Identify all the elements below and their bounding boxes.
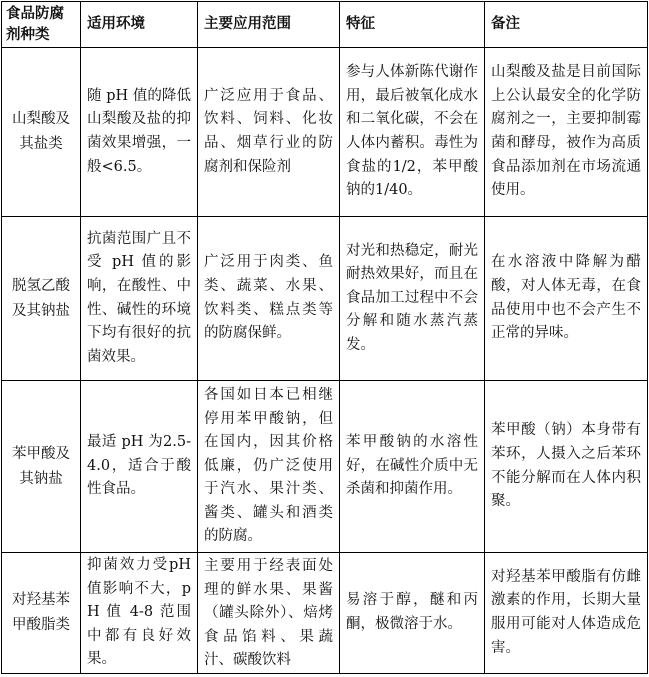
cell-scope: 广泛用于肉类、鱼类、蔬菜、水果、饮料类、糕点类等的防腐保鲜。 xyxy=(198,217,340,381)
table-row xyxy=(2,48,648,217)
cell-note: 苯甲酸（钠）本身带有苯环，人摄入之后苯环不能分解而在人体内积聚。 xyxy=(485,381,648,553)
preservatives-table xyxy=(1,1,648,674)
cell-name: 脱氢乙酸及其钠盐 xyxy=(2,217,81,381)
cell-feature: 对光和热稳定，耐光耐热效果好，而且在食品加工过程中不会分解和随水蒸汽蒸发。 xyxy=(340,217,485,381)
cell-name: 苯甲酸及其钠盐 xyxy=(2,381,81,553)
cell-note: 山梨酸及盐是目前国际上公认最安全的化学防腐剂之一，主要抑制霉菌和酵母，被作为高质食品添加剂在市场流通使用。 xyxy=(485,48,648,217)
cell-note: 在水溶液中降解为醋酸，对人体无毒，在食品使用中也不会产生不正常的异味。 xyxy=(485,217,648,381)
header-note: 备注 xyxy=(485,2,648,48)
cell-scope: 各国如日本已相继停用苯甲酸钠，但在国内，因其价格低廉，仍广泛使用于汽水、果汁类、酱类、罐头和酒类的防腐。 xyxy=(198,381,340,553)
table-header-row xyxy=(2,2,648,48)
table-row xyxy=(2,381,648,553)
table-row xyxy=(2,553,648,674)
header-type: 食品防腐剂种类 xyxy=(2,2,81,48)
cell-env: 抗菌范围广且不受 pH 值的影响，在酸性、中性、碱性的环境下均有很好的抗菌效果。 xyxy=(81,217,198,381)
header-scope: 主要应用范围 xyxy=(198,2,340,48)
header-env: 适用环境 xyxy=(81,2,198,48)
cell-scope: 主要用于经表面处理的鲜水果、果酱（罐头除外）、焙烤食品馅料、果蔬汁、碳酸饮料 xyxy=(198,553,340,674)
table-row xyxy=(2,217,648,381)
cell-feature: 苯甲酸钠的水溶性好，在碱性介质中无杀菌和抑菌作用。 xyxy=(340,381,485,553)
cell-scope: 广泛应用于食品、饮料、饲料、化妆品、烟草行业的防腐剂和保险剂 xyxy=(198,48,340,217)
cell-env: 随 pH 值的降低山梨酸及盐的抑菌效果增强，一般<6.5。 xyxy=(81,48,198,217)
cell-feature: 参与人体新陈代谢作用，最后被氧化成水和二氧化碳，不会在人体内蓄积。毒性为食盐的1/2，苯甲酸钠的1/40。 xyxy=(340,48,485,217)
header-feature: 特征 xyxy=(340,2,485,48)
cell-feature: 易溶于醇，醚和丙酮，极微溶于水。 xyxy=(340,553,485,674)
cell-env: 最适 pH 为2.5-4.0，适合于酸性食品。 xyxy=(81,381,198,553)
cell-note: 对羟基苯甲酸脂有仿雌激素的作用，长期大量服用可能对人体造成危害。 xyxy=(485,553,648,674)
cell-name: 山梨酸及其盐类 xyxy=(2,48,81,217)
cell-env: 抑菌效力受pH 值影响不大，pH 值 4-8 范围中都有良好效果。 xyxy=(81,553,198,674)
cell-name: 对羟基苯甲酸脂类 xyxy=(2,553,81,674)
